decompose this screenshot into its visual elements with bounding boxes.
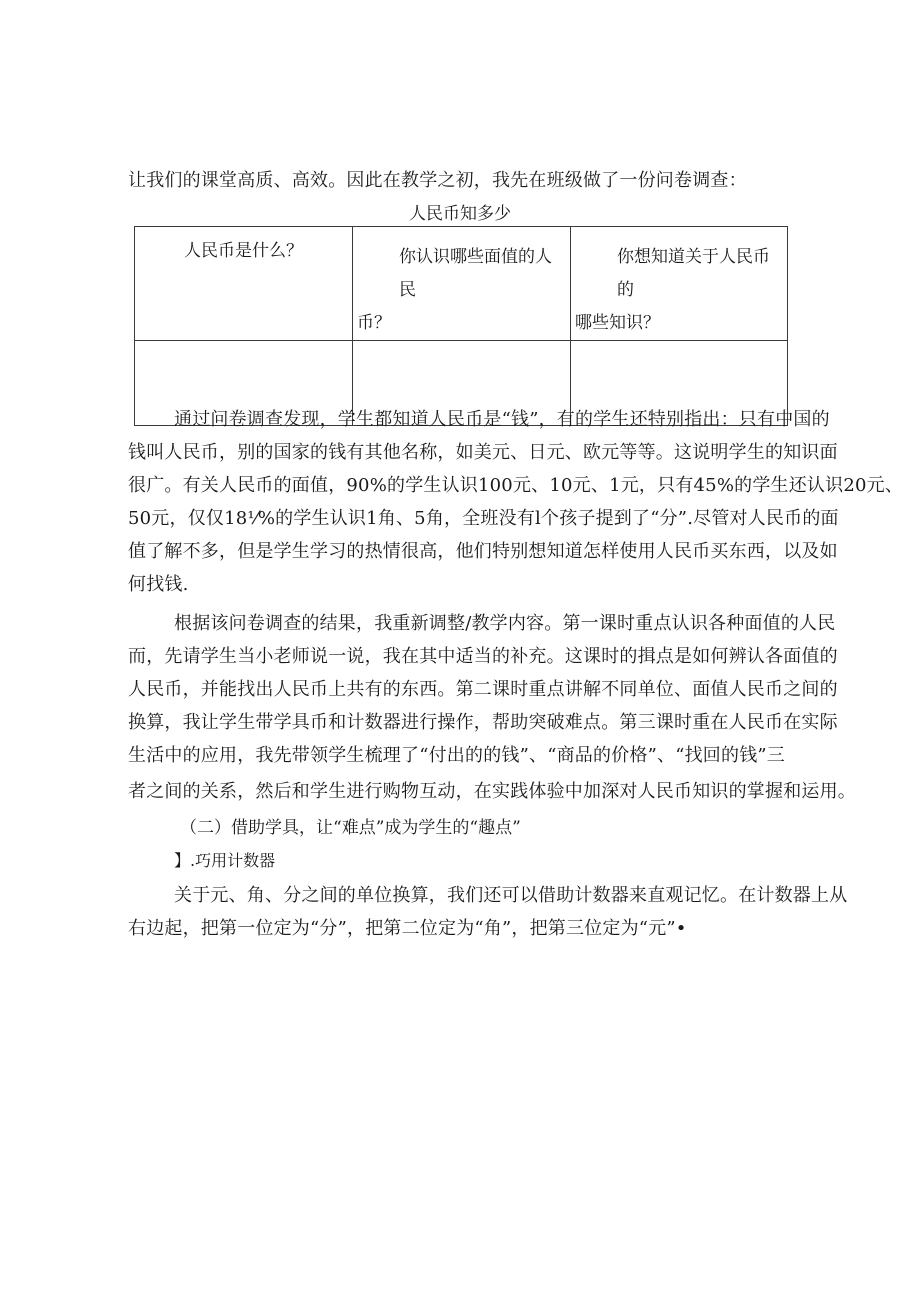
- survey-header-row: [135, 227, 788, 341]
- intro-line: 让我们的课堂高质、高效。因此在教学之初，我先在班级做了一份问卷调查：: [128, 170, 747, 191]
- survey-table: [134, 226, 788, 426]
- paragraph-1-line: 很广。有关人民币的面值，90%的学生认识100元、10元、1元，只有45%的学生还认识20元、: [128, 475, 904, 496]
- survey-question-2-line2: 币？: [357, 313, 391, 333]
- paragraph-2-line: 人民币，并能找出人民币上共有的东西。第二课时重点讲解不同单位、面值人民币之间的: [128, 679, 838, 700]
- survey-header-cell: [135, 227, 353, 341]
- survey-header-cell: [571, 227, 788, 341]
- survey-question-3-line1: 你想知道关于人民币的: [617, 247, 770, 300]
- paragraph-2-line: 换算，我让学生带学具币和计数器进行操作，帮助突破难点。第三课时重在人民币在实际: [128, 712, 838, 733]
- sub-heading: 】.巧用计数器: [174, 851, 276, 870]
- paragraph-1-line: 钱叫人民币，别的国家的钱有其他名称，如美元、日元、欧元等等。这说明学生的知识面: [128, 442, 838, 463]
- survey-header-cell: [353, 227, 571, 341]
- paragraph-1-line: 何找钱.: [128, 574, 189, 595]
- paragraph-3-line: 关于元、角、分之间的单位换算，我们还可以借助计数器来直观记忆。在计数器上从: [174, 885, 848, 906]
- paragraph-1-line: 通过问卷调查发现，学生都知道人民币是“钱”，有的学生还特别指出：只有中国的: [174, 409, 830, 430]
- section-heading: （二）借助学具，让“难点”成为学生的“趣点”: [180, 818, 521, 838]
- paragraph-2-line: 生活中的应用，我先带领学生梳理了“付出的的钱”、“商品的价格”、“找回的钱”三: [128, 745, 786, 766]
- paragraph-2-line: 者之间的关系，然后和学生进行购物互动，在实践体验中加深对人民币知识的掌握和运用。: [128, 781, 856, 802]
- paragraph-1-line: 50元，仅仅18⅟%的学生认识1角、5角，全班没有l个孩子提到了“分”.尽管对人民币的面: [128, 508, 839, 529]
- survey-question-3-line2: 哪些知识？: [575, 313, 660, 333]
- paragraph-2-line: 而，先请学生当小老师说一说，我在其中适当的补充。这课时的揖点是如何辨认各面值的: [128, 646, 838, 667]
- paragraph-3-line: 右边起，把第一位定为“分”，把第二位定为“角”，把第三位定为“元”•: [128, 918, 687, 939]
- paragraph-2-line: 根据该问卷调查的结果，我重新调整/教学内容。第一课时重点认识各种面值的人民: [174, 613, 836, 634]
- paragraph-1-line: 值了解不多，但是学生学习的热情很高，他们特别想知道怎样使用人民币买东西，以及如: [128, 541, 838, 562]
- survey-question-1: 人民币是什么？: [184, 241, 303, 261]
- survey-question-2-line1: 你认识哪些面值的人民: [399, 247, 552, 300]
- survey-title: 人民币知多少: [409, 204, 511, 224]
